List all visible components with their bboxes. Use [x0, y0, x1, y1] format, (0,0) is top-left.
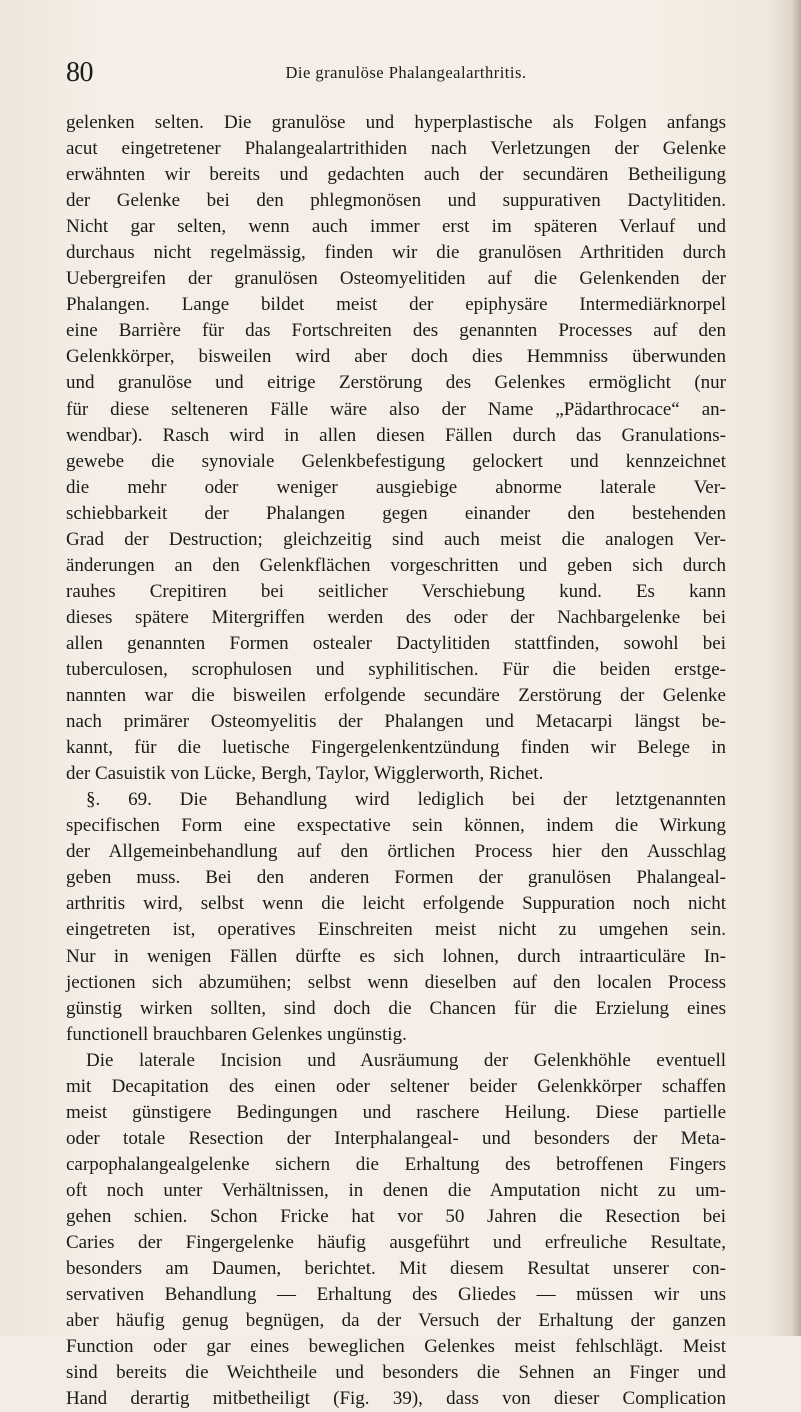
text-line: die mehr oder weniger ausgiebige abnorme laterale Ver- — [66, 476, 726, 498]
section-heading-line: §. 69. Die Behandlung wird lediglich bei der letztgenannten — [86, 789, 726, 811]
text-line: acut eingetretener Phalangealartrithiden nach Verletzungen der Gelenke — [66, 138, 726, 160]
body-text — [66, 110, 726, 1412]
text-line: Phalangen. Lange bildet meist der epiphysäre Intermediärknorpel — [66, 294, 726, 316]
text-line: der Allgemeinbehandlung auf den örtlichen Process hier den Ausschlag — [66, 841, 726, 863]
text-line: mit Decapitation des einen oder seltener beider Gelenkkörper schaffen — [66, 1075, 726, 1097]
text-line: nannten war die bisweilen erfolgende secundäre Zerstörung der Gelenke — [66, 685, 726, 707]
page-header — [66, 58, 726, 88]
text-line: kannt, für die luetische Fingergelenkentzündung finden wir Belege in — [66, 737, 726, 759]
text-line: der Gelenke bei den phlegmonösen und suppurativen Dactylitiden. — [66, 190, 726, 212]
text-line: jectionen sich abzumühen; selbst wenn dieselben auf den localen Process — [66, 971, 726, 993]
text-line: Nur in wenigen Fällen dürfte es sich lohnen, durch intraarticuläre In- — [66, 945, 726, 967]
text-line: änderungen an den Gelenkflächen vorgeschritten und geben sich durch — [66, 554, 726, 576]
text-line: aber häufig genug begnügen, da der Versuch der Erhaltung der ganzen — [66, 1310, 726, 1332]
text-line: carpophalangealgelenke sichern die Erhaltung des betroffenen Fingers — [66, 1153, 726, 1175]
text-line: Die laterale Incision und Ausräumung der Gelenkhöhle eventuell — [86, 1049, 726, 1071]
page-edge-shadow — [791, 0, 801, 1336]
text-line: Gelenkkörper, bisweilen wird aber doch dies Hemmniss überwunden — [66, 346, 726, 368]
text-line: servativen Behandlung — Erhaltung des Gliedes — müssen wir uns — [66, 1284, 726, 1306]
text-line: eingetreten ist, operatives Einschreiten meist nicht zu umgehen sein. — [66, 919, 726, 941]
text-line: rauhes Crepitiren bei seitlicher Verschiebung kund. Es kann — [66, 580, 726, 602]
text-line: oder totale Resection der Interphalangeal- und besonders der Meta- — [66, 1127, 726, 1149]
text-line: durchaus nicht regelmässig, finden wir die granulösen Arthritiden durch — [66, 242, 726, 264]
text-line: schiebbarkeit der Phalangen gegen einander den bestehenden — [66, 502, 726, 524]
text-line: dieses spätere Mitergriffen werden des oder der Nachbargelenke bei — [66, 606, 726, 628]
text-line: wendbar). Rasch wird in allen diesen Fällen durch das Granulations- — [66, 424, 726, 446]
text-line: Uebergreifen der granulösen Osteomyelitiden auf die Gelenkenden der — [66, 268, 726, 290]
text-line: eine Barrière für das Fortschreiten des genannten Processes auf den — [66, 320, 726, 342]
text-line: gewebe die synoviale Gelenkbefestigung gelockert und kennzeichnet — [66, 450, 726, 472]
text-line: Function oder gar eines beweglichen Gelenkes meist fehlschlägt. Meist — [66, 1336, 726, 1358]
text-line: specifischen Form eine exspectative sein können, indem die Wirkung — [66, 815, 726, 837]
text-line: erwähnten wir bereits und gedachten auch der secundären Betheiligung — [66, 164, 726, 186]
running-head: Die granulöse Phalangealarthritis. — [285, 63, 527, 82]
text-line: der Casuistik von Lücke, Bergh, Taylor, Wigglerworth, Richet. — [66, 763, 544, 785]
text-line: Grad der Destruction; gleichzeitig sind auch meist die analogen Ver- — [66, 528, 726, 550]
text-line: Hand derartig mitbetheiligt (Fig. 39), dass von dieser Complication — [66, 1388, 726, 1410]
page-number: 80 — [66, 57, 93, 88]
text-line: nach primärer Osteomyelitis der Phalangen und Metacarpi längst be- — [66, 711, 726, 733]
text-line: geben muss. Bei den anderen Formen der granulösen Phalangeal- — [66, 867, 726, 889]
text-line: günstig wirken sollten, sind doch die Chancen für die Erzielung eines — [66, 997, 726, 1019]
text-line: tuberculosen, scrophulosen und syphilitischen. Für die beiden erstge- — [66, 658, 726, 680]
text-line: Caries der Fingergelenke häufig ausgeführt und erfreuliche Resultate, — [66, 1232, 726, 1254]
text-line: allen genannten Formen ostealer Dactylitiden stattfinden, sowohl bei — [66, 632, 726, 654]
text-line: meist günstigere Bedingungen und raschere Heilung. Diese partielle — [66, 1101, 726, 1123]
text-line: und granulöse und eitrige Zerstörung des Gelenkes ermöglicht (nur — [66, 372, 726, 394]
text-line: arthritis wird, selbst wenn die leicht erfolgende Suppuration noch nicht — [66, 893, 726, 915]
text-line: oft noch unter Verhältnissen, in denen die Amputation nicht zu um- — [66, 1179, 726, 1201]
text-line: für diese selteneren Fälle wäre also der Name „Pädarthrocace“ an- — [66, 398, 726, 420]
text-line: gehen schien. Schon Fricke hat vor 50 Jahren die Resection bei — [66, 1205, 726, 1227]
text-line: gelenken selten. Die granulöse und hyperplastische als Folgen anfangs — [66, 112, 726, 133]
text-line: besonders am Daumen, berichtet. Mit diesem Resultat unserer con- — [66, 1258, 726, 1280]
text-line: sind bereits die Weichtheile und besonders die Sehnen an Finger und — [66, 1362, 726, 1384]
text-line: Nicht gar selten, wenn auch immer erst im späteren Verlauf und — [66, 216, 726, 238]
text-line: functionell brauchbaren Gelenkes ungünstig. — [66, 1023, 407, 1045]
